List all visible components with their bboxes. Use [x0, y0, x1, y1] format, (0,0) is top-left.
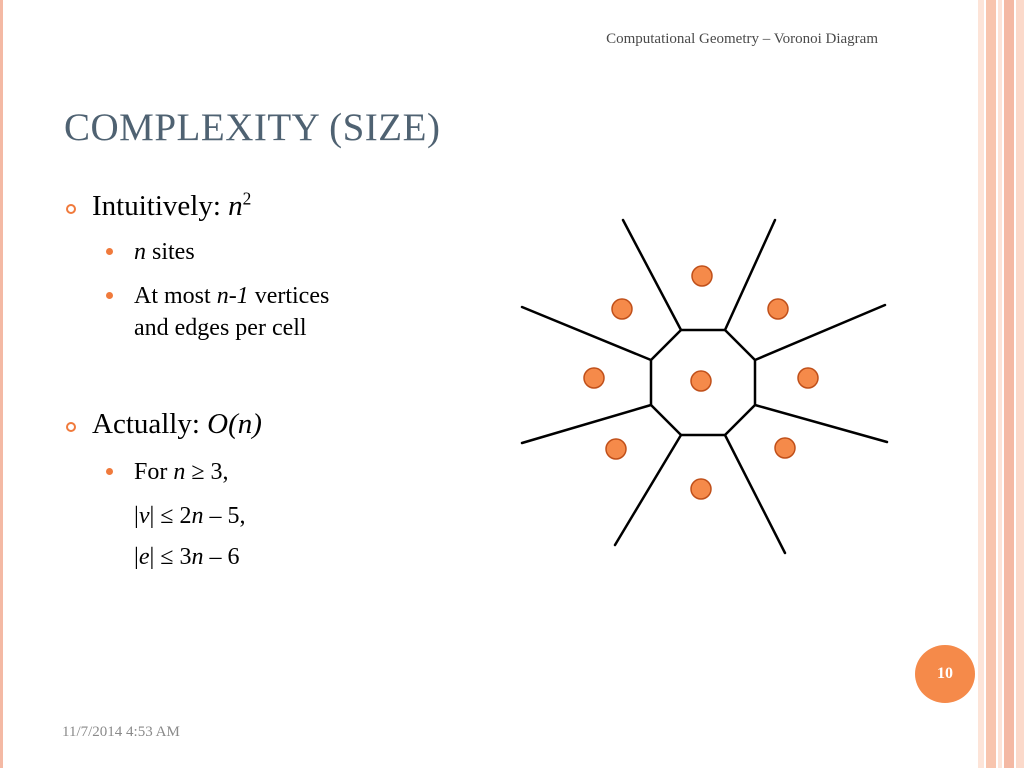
bullet-ring-icon [66, 204, 76, 214]
site-point [775, 438, 795, 458]
site-point [612, 299, 632, 319]
voronoi-diagram [500, 210, 900, 560]
e-bound-rel: | ≤ 3 [149, 544, 192, 570]
page-number-badge: 10 [915, 645, 975, 703]
sites-text: sites [146, 239, 195, 265]
n-var: n [191, 503, 204, 529]
v-bound-rel: | ≤ 2 [149, 503, 192, 529]
slide-title: COMPLEXITY (SIZE) [64, 106, 441, 149]
bullet-label: Actually: [92, 408, 208, 440]
site-point [606, 439, 626, 459]
n-var: n [173, 459, 186, 485]
bullet-ring-icon [66, 422, 76, 432]
for-prefix: For [134, 459, 174, 485]
site-point [692, 266, 712, 286]
n-minus-1-var: n-1 [216, 283, 249, 309]
e-bound-tail: – 6 [203, 544, 240, 570]
slide-header: Computational Geometry – Voronoi Diagram [606, 31, 878, 47]
e-bound [134, 544, 239, 571]
voronoi-edge [522, 405, 651, 443]
at-most-line2: and edges per cell [134, 315, 307, 341]
left-border [0, 0, 8, 768]
site-point [798, 368, 818, 388]
bullet-dot-icon [106, 468, 113, 475]
voronoi-edge [755, 405, 887, 442]
at-most-prefix: At most [134, 283, 217, 309]
site-point [691, 479, 711, 499]
voronoi-edge [725, 220, 775, 330]
bullet-dot-icon [106, 248, 113, 255]
footer-date: 11/7/2014 4:53 AM [62, 724, 180, 740]
e-var: e [138, 544, 150, 570]
at-most-suffix: vertices [248, 283, 330, 309]
v-var: v [138, 503, 150, 529]
site-point [768, 299, 788, 319]
site-point [584, 368, 604, 388]
site-point [691, 371, 711, 391]
v-bound-tail: – 5, [203, 503, 246, 529]
bullet-expr: O(n) [207, 408, 262, 440]
for-suffix: ≥ 3, [185, 459, 229, 485]
voronoi-edge [522, 307, 651, 360]
abs-open: | [134, 503, 139, 529]
bullet-sup: 2 [242, 188, 252, 209]
right-decorative-stripes [978, 0, 1024, 768]
abs-open: | [134, 544, 139, 570]
bullet-var: n [228, 190, 243, 222]
n-var: n [191, 544, 204, 570]
v-bound [134, 503, 245, 530]
n-var: n [134, 239, 146, 265]
bullet-dot-icon [106, 292, 113, 299]
bullet-label: Intuitively: [92, 190, 229, 222]
